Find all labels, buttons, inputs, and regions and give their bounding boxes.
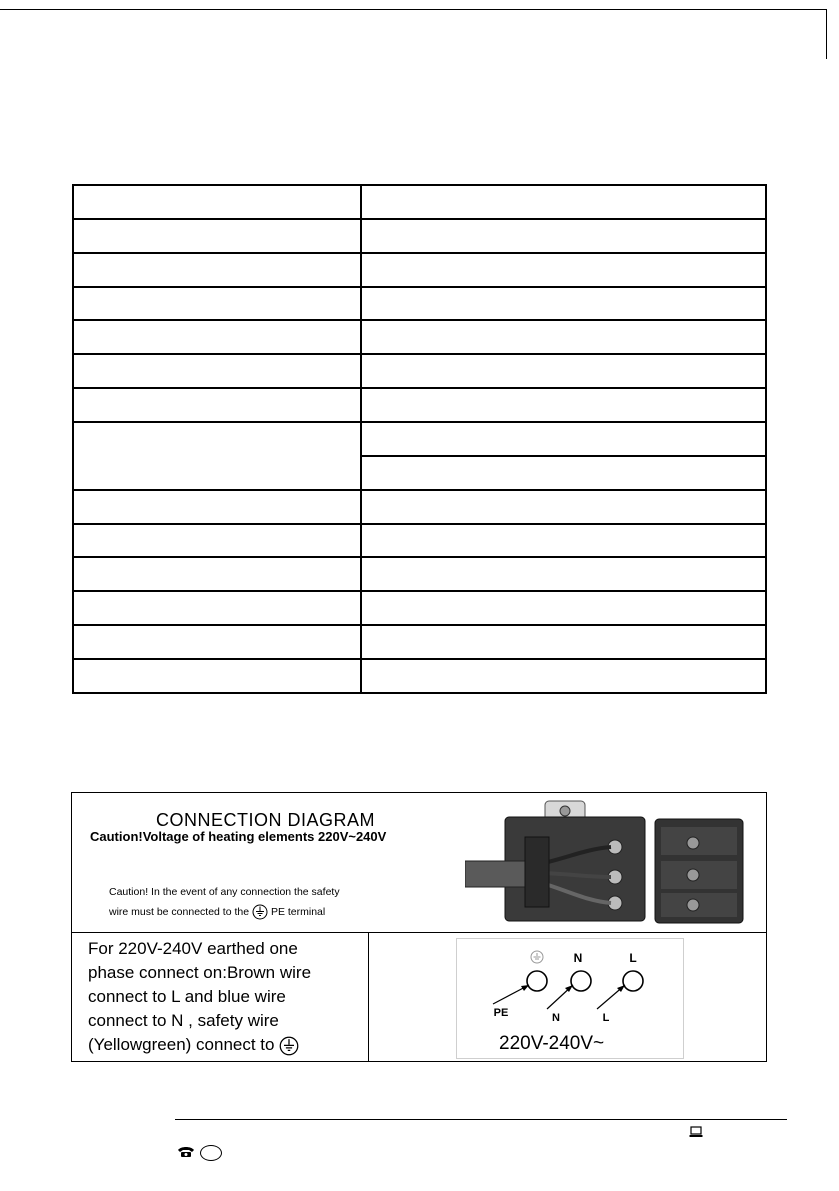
diagram-divider [72,932,766,933]
terminal-diagram [456,938,684,1059]
earth-ground-icon [531,951,543,963]
safety-caution [109,882,340,922]
diagram-title: CONNECTION DIAGRAM [156,810,376,830]
telephone-icon [177,1146,195,1158]
table-cell [361,320,766,354]
table-cell [361,456,766,490]
instruction-line [88,1033,364,1057]
table-row [73,524,766,558]
table-cell [361,591,766,625]
table-row [73,253,766,287]
table-cell [73,354,361,388]
instruction-line: phase connect on:Brown wire [88,963,312,982]
earth-ground-icon [252,904,268,920]
caution-text: PE terminal [270,906,326,918]
table-row [73,354,766,388]
table-cell [361,253,766,287]
voltage-label: 220V-240V~ [499,1033,605,1054]
footer-circle-mark [200,1145,222,1161]
table-row [73,591,766,625]
table-cell [361,287,766,321]
table-cell [361,557,766,591]
table-cell [73,625,361,659]
table-cell [361,524,766,558]
terminal-pe [527,971,547,991]
table-cell [361,625,766,659]
table-cell [361,659,766,693]
terminal-l [623,971,643,991]
instruction-line: connect to L and blue wire [88,987,286,1006]
table-cell [361,422,766,456]
table-cell [73,524,361,558]
table-row [73,287,766,321]
wiring-instructions [88,937,364,1057]
table-cell [73,557,361,591]
instruction-line: connect to N , safety wire [88,1011,279,1030]
instruction-text: (Yellowgreen) connect to [88,1035,275,1054]
table-row [73,320,766,354]
top-border-corner [826,9,827,59]
monitor-icon [689,1126,703,1138]
terminal-label-n-top: N [573,951,583,965]
table-cell [73,219,361,253]
table-cell [73,185,361,219]
terminal-block-photo [465,799,747,927]
table-cell [361,219,766,253]
table-cell [73,422,361,490]
table-cell [73,490,361,524]
caution-line [109,902,340,922]
table-cell [73,253,361,287]
caution-line: Caution! In the event of any connection the safety [109,886,340,898]
table-cell [361,185,766,219]
table-cell [73,320,361,354]
table-row [73,625,766,659]
instruction-line: For 220V-240V earthed one [88,939,298,958]
terminal-label-l-bottom: L [602,1012,610,1024]
terminal-label-pe: PE [493,1007,509,1019]
table-cell [73,388,361,422]
terminal-label-l-top: L [629,951,637,965]
table-cell [73,287,361,321]
table-row [73,557,766,591]
table-row [73,659,766,693]
table-row [73,490,766,524]
table-cell [361,354,766,388]
diagram-divider [368,932,369,1061]
table-cell [361,388,766,422]
earth-ground-icon [279,1036,299,1056]
connection-diagram [71,792,767,1062]
table-row [73,388,766,422]
table-row [73,219,766,253]
voltage-caution: Caution!Voltage of heating elements 220V~240V [90,829,387,844]
top-border-line [0,9,827,10]
specification-table [72,184,767,694]
terminal-n [571,971,591,991]
caution-text: wire must be connected to the [109,906,250,918]
table-cell [73,591,361,625]
table-row [73,422,766,456]
footer-line [175,1119,787,1120]
table-row [73,185,766,219]
table-cell [361,490,766,524]
table-cell [73,659,361,693]
terminal-label-n-bottom: N [552,1012,560,1024]
